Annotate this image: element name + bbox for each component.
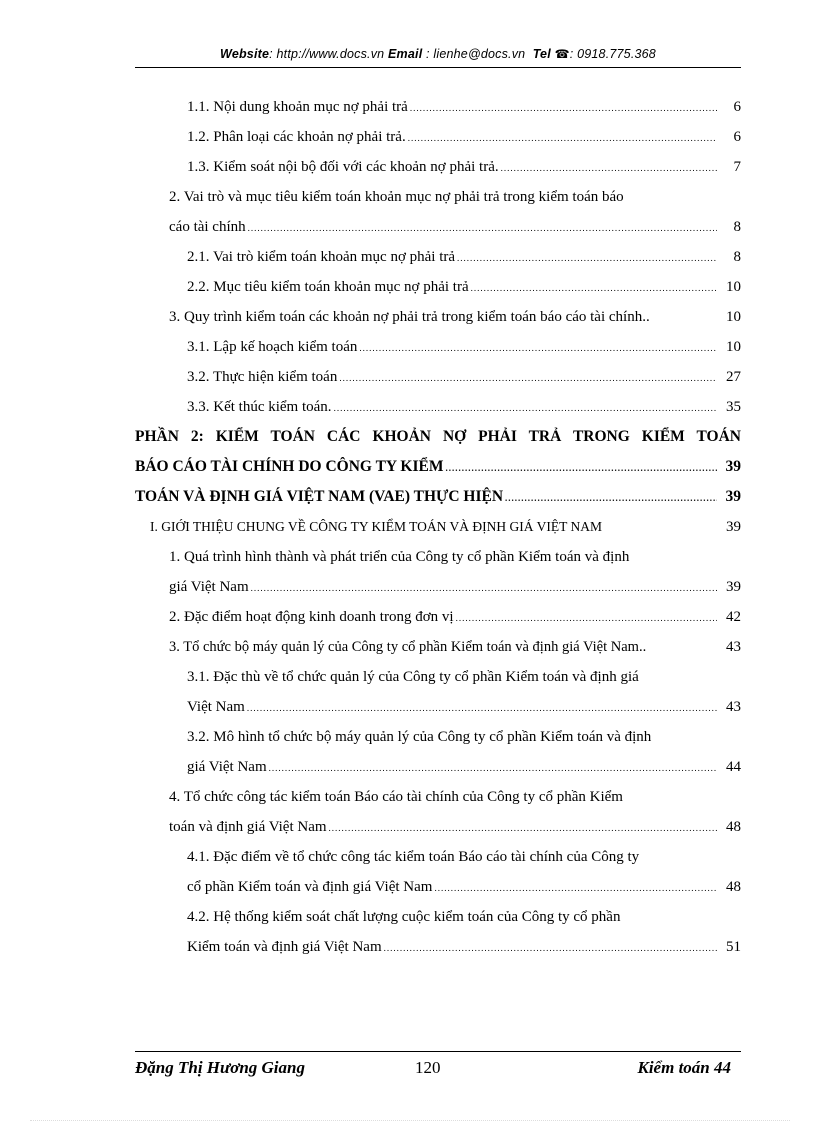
toc-entry-text: PHẦN 2: KIỂM TOÁN CÁC KHOẢN NỢ PHẢI TRẢ TRONG KIỂM TOÁN [135,428,741,445]
toc-entry[interactable] [135,662,741,692]
toc-entry-page: 10 [726,309,741,325]
toc-leader [251,573,717,603]
toc-leader [434,873,717,903]
toc-entry-page: 10 [726,339,741,355]
toc-entry[interactable] [135,782,741,812]
toc-entry-page: 8 [733,219,741,235]
toc-entry-text: 2.2. Mục tiêu kiểm toán khoản mục nợ phải trả [187,279,469,295]
toc-entry-page: 27 [726,369,741,385]
toc-entry[interactable] [135,512,741,542]
page-edge-divider [30,1120,790,1121]
toc-entry[interactable] [135,932,741,962]
toc-entry-text: 1.2. Phân loại các khoản nợ phải trả. [187,129,406,145]
toc-entry-text: 1.3. Kiểm soát nội bộ đối với các khoản nợ phải trả. [187,159,499,175]
toc-entry-text: 2. Đặc điểm hoạt động kinh doanh trong đơn vị [169,609,454,625]
toc-entry[interactable] [135,332,741,362]
toc-entry-text: 3. Quy trình kiểm toán các khoản nợ phải trả trong kiểm toán báo cáo tài chính.. [169,309,650,325]
toc-leader [501,153,717,183]
toc-entry-text: 4. Tổ chức công tác kiểm toán Báo cáo tài chính của Công ty cổ phần Kiểm [169,789,623,805]
table-of-contents [135,92,741,962]
toc-leader [456,603,717,633]
toc-entry-text: 4.1. Đặc điểm về tổ chức công tác kiểm toán Báo cáo tài chính của Công ty [187,849,640,865]
toc-leader [269,753,717,783]
toc-entry-text: giá Việt Nam [169,579,249,595]
footer-author: Đặng Thị Hương Giang [135,1058,305,1077]
toc-entry[interactable] [135,722,741,752]
toc-leader [408,123,717,153]
toc-entry-text: 1. Quá trình hình thành và phát triển của Công ty cổ phần Kiểm toán và định [169,549,630,565]
toc-leader [329,813,717,843]
page-footer [135,1051,741,1082]
toc-entry-page: 39 [725,488,741,505]
footer-page-number: 120 [415,1058,441,1077]
toc-entry[interactable] [135,242,741,272]
toc-entry-page: 6 [733,129,741,145]
toc-entry[interactable] [135,542,741,572]
footer-course: Kiểm toán 44 [637,1058,731,1077]
phone-icon: ☎ [554,47,570,61]
toc-entry-page: 6 [733,99,741,115]
toc-entry[interactable] [135,92,741,122]
toc-entry[interactable] [135,302,741,332]
email-label: Email [388,47,423,61]
toc-entry-page: 42 [726,609,741,625]
toc-entry-page: 48 [726,819,741,835]
toc-entry[interactable] [135,452,741,482]
toc-entry-page: 51 [726,939,741,955]
toc-leader [248,213,717,243]
toc-entry[interactable] [135,572,741,602]
toc-entry-text: I. GIỚI THIỆU CHUNG VỀ CÔNG TY KIỂM TOÁN VÀ ĐỊNH GIÁ VIỆT NAM [150,519,602,534]
email-value: : lienhe@docs.vn [422,47,526,61]
toc-entry-text: 3.1. Lập kế hoạch kiểm toán [187,339,358,355]
toc-entry[interactable] [135,122,741,152]
toc-leader [359,333,717,363]
page-header [135,47,741,68]
toc-entry-text: 2.1. Vai trò kiểm toán khoản mục nợ phải trả [187,249,456,265]
toc-entry-page: 48 [726,879,741,895]
tel-value: : 0918.775.368 [569,47,656,61]
toc-entry-text: 3.2. Thực hiện kiểm toán [187,369,338,385]
toc-entry[interactable] [135,272,741,302]
toc-entry-page: 10 [726,279,741,295]
toc-entry[interactable] [135,692,741,722]
toc-leader [505,483,717,513]
toc-entry-page: 7 [733,159,741,175]
toc-entry-page: 8 [733,249,741,265]
toc-entry-page: 39 [726,519,741,535]
toc-entry-page: 43 [726,639,741,655]
toc-entry-page: 39 [725,458,741,475]
toc-entry[interactable] [135,752,741,782]
toc-entry-text: 4.2. Hệ thống kiểm soát chất lượng cuộc kiểm toán của Công ty cổ phần [187,909,621,925]
toc-leader [247,693,717,723]
toc-entry[interactable] [135,602,741,632]
toc-entry[interactable] [135,902,741,932]
toc-entry[interactable] [135,422,741,452]
website-label: Website [220,47,270,61]
toc-entry[interactable] [135,842,741,872]
website-value: : http://www.docs.vn [269,47,385,61]
toc-entry[interactable] [135,182,741,212]
toc-entry[interactable] [135,212,741,242]
toc-entry-text: 2. Vai trò và mục tiêu kiểm toán khoản mục nợ phải trả trong kiểm toán báo [169,189,624,205]
toc-leader [410,93,717,123]
toc-leader [457,243,717,273]
toc-entry-text: Việt Nam [187,699,245,715]
toc-entry-text: 3.1. Đặc thù về tổ chức quản lý của Công ty cổ phần Kiểm toán và định giá [187,669,639,685]
toc-entry-text: toán và định giá Việt Nam [169,819,327,835]
tel-label: Tel [532,47,551,61]
toc-entry-text: cáo tài chính [169,219,246,235]
toc-entry[interactable] [135,632,741,662]
toc-leader [445,453,717,483]
toc-entry-text: 3. Tổ chức bộ máy quản lý của Công ty cổ phần Kiểm toán và định giá Việt Nam.. [169,639,647,655]
toc-entry[interactable] [135,152,741,182]
toc-entry-text: cổ phần Kiểm toán và định giá Việt Nam [187,879,433,895]
toc-entry[interactable] [135,482,741,512]
toc-entry-page: 39 [726,579,741,595]
toc-leader [384,933,717,963]
toc-entry[interactable] [135,392,741,422]
toc-entry-text: TOÁN VÀ ĐỊNH GIÁ VIỆT NAM (VAE) THỰC HIỆN [135,488,504,505]
toc-entry-page: 35 [726,399,741,415]
toc-entry-text: 1.1. Nội dung khoản mục nợ phải trả [187,99,408,115]
toc-leader [471,273,717,303]
toc-entry-text: BÁO CÁO TÀI CHÍNH DO CÔNG TY KIỂM [135,458,444,475]
toc-entry-page: 44 [726,759,741,775]
toc-leader [339,363,717,393]
toc-entry-text: Kiểm toán và định giá Việt Nam [187,939,382,955]
toc-leader [334,393,717,423]
toc-entry[interactable] [135,362,741,392]
toc-entry-text: giá Việt Nam [187,759,267,775]
toc-entry-text: 3.3. Kết thúc kiểm toán. [187,399,332,415]
toc-entry-text: 3.2. Mô hình tổ chức bộ máy quản lý của Công ty cổ phần Kiểm toán và định [187,729,652,745]
toc-entry-page: 43 [726,699,741,715]
toc-entry[interactable] [135,872,741,902]
toc-entry[interactable] [135,812,741,842]
